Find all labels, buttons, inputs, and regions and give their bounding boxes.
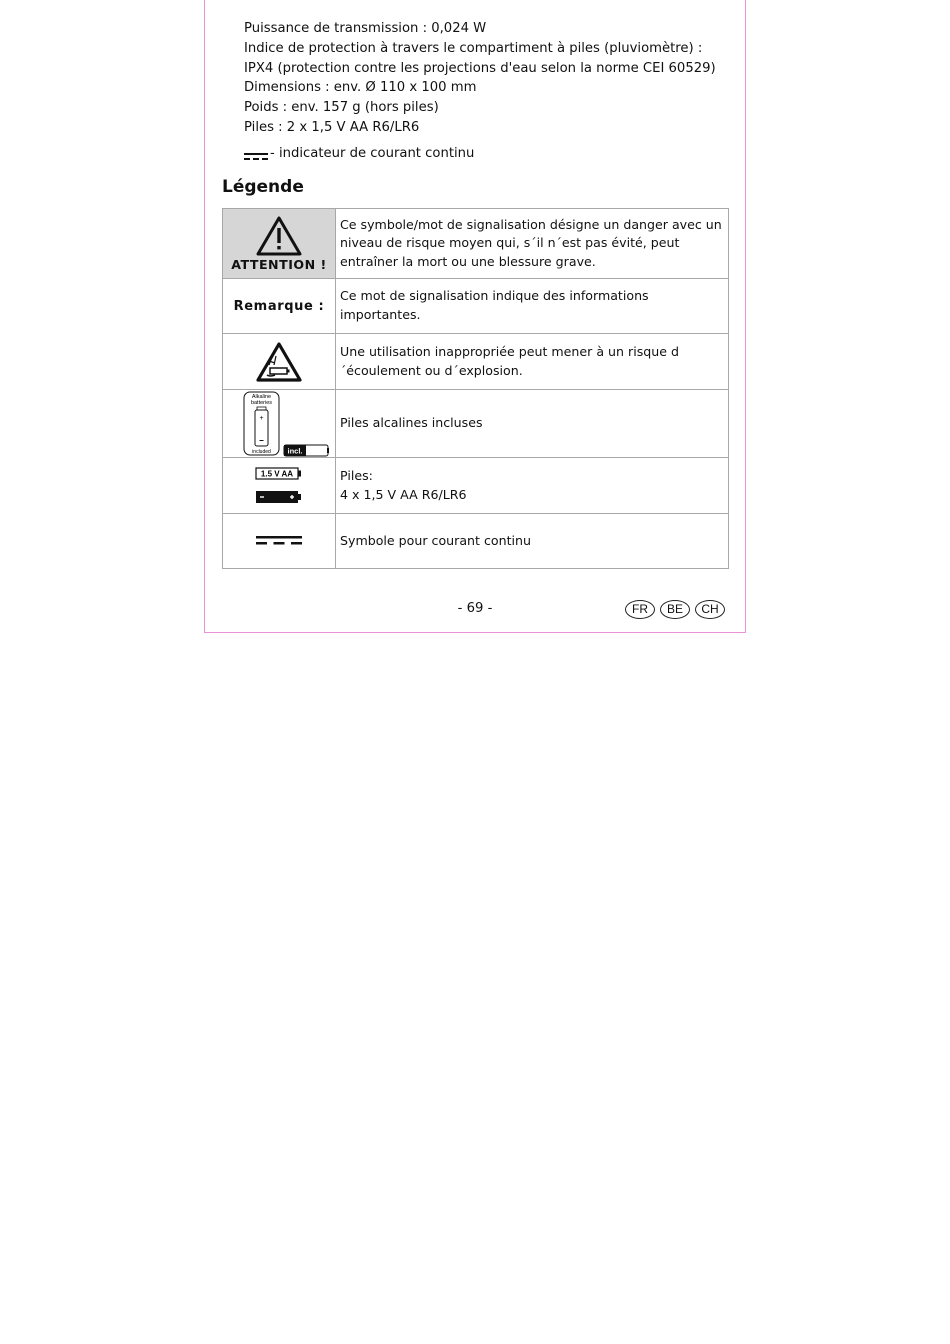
direct-current-icon — [255, 533, 303, 549]
alkaline-description: Piles alcalines incluses — [336, 390, 729, 458]
dc-indicator-note — [244, 144, 474, 163]
alkaline-text: Alkaline — [251, 393, 272, 400]
battery-symbol-cell — [223, 458, 336, 514]
page-number: - 69 - — [457, 601, 493, 616]
country-badge-fr: FR — [625, 600, 655, 619]
explosion-symbol-cell — [223, 334, 336, 390]
remarque-description: Ce mot de signalisation indique des informations importantes. — [336, 279, 729, 334]
legend-row-alkaline — [223, 390, 729, 458]
legend-row-battery — [223, 458, 729, 514]
attention-symbol-cell — [223, 209, 336, 279]
svg-text:+: + — [259, 414, 264, 422]
warning-triangle-icon — [255, 215, 303, 257]
explosion-description: Une utilisation inappropriée peut mener à un risque d´écoulement ou d´explosion. — [336, 334, 729, 390]
included-text: included — [252, 448, 271, 455]
legend-title: Légende — [222, 177, 304, 197]
spec-transmission-power: Puissance de transmission : 0,024 W — [244, 21, 487, 36]
attention-label: ATTENTION ! — [231, 257, 327, 272]
legend-row-dc — [223, 514, 729, 569]
alkaline-batteries-included-icon — [229, 391, 329, 457]
batteries-text: batteries — [250, 399, 273, 406]
legend-row-attention — [223, 209, 729, 279]
country-badge-be: BE — [660, 600, 690, 619]
incl-text: incl. — [287, 446, 303, 455]
spec-ipx4: IPX4 (protection contre les projections d'eau selon la norme CEI 60529) — [244, 60, 716, 76]
attention-description: Ce symbole/mot de signalisation désigne un danger avec un niveau de risque moyen qui, s´il n´est pas évité, peut entraîner la mort ou une blessure grave. — [336, 209, 729, 279]
legend-row-explosion — [223, 334, 729, 390]
aa-battery-icon — [254, 465, 304, 507]
spec-protection-index: Indice de protection à travers le compartiment à piles (pluviomètre) : — [244, 40, 703, 56]
spec-weight: Poids : env. 157 g (hors piles) — [244, 100, 439, 116]
direct-current-mini-icon — [244, 152, 268, 162]
battery-description — [336, 458, 729, 514]
aa-battery-label: 1.5 V AA — [260, 469, 294, 478]
battery-explosion-warning-icon — [255, 341, 303, 383]
dc-note-text: - indicateur de courant continu — [270, 146, 475, 161]
alkaline-symbol-cell — [223, 390, 336, 458]
legend-row-remarque — [223, 279, 729, 334]
battery-description-line2: 4 x 1,5 V AA R6/LR6 — [340, 486, 467, 502]
remarque-label: Remarque : — [233, 299, 325, 314]
spec-list — [244, 19, 716, 138]
dc-description: Symbole pour courant continu — [336, 514, 729, 569]
dc-symbol-cell — [223, 514, 336, 569]
country-badge-ch: CH — [695, 600, 725, 619]
battery-description-line1: Piles: — [340, 467, 373, 483]
remarque-symbol-cell — [223, 279, 336, 334]
spec-dimensions: Dimensions : env. Ø 110 x 100 mm — [244, 80, 477, 96]
country-badges — [625, 600, 725, 619]
legend-table — [222, 208, 729, 569]
spec-batteries: Piles : 2 x 1,5 V AA R6/LR6 — [244, 119, 420, 135]
